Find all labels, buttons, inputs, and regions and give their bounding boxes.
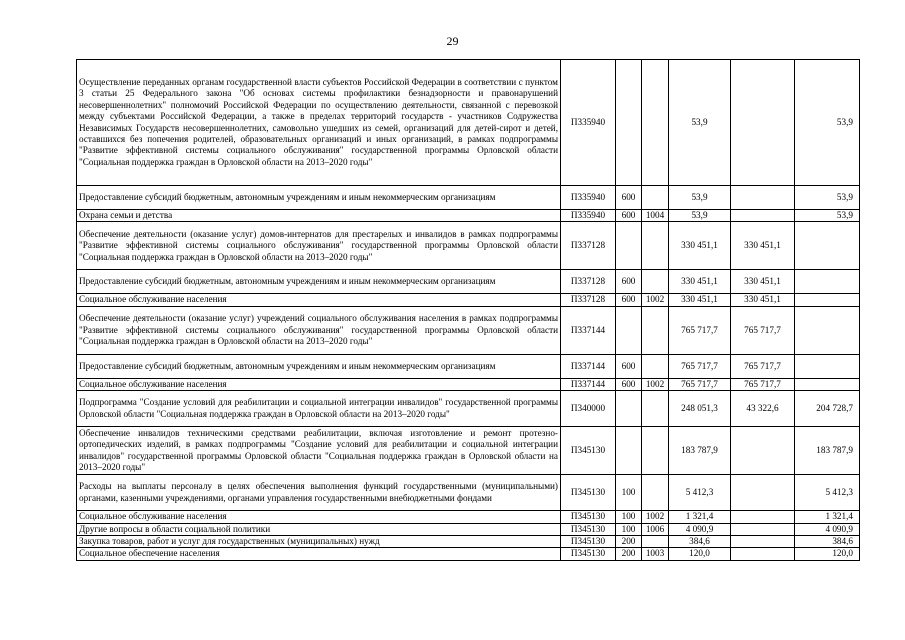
row-amount-1: 765 717,7 (731, 378, 795, 390)
row-name: Предоставление субсидий бюджетным, автономным учреждениям и иным некоммерческим организациям (77, 186, 561, 210)
table-row (77, 60, 860, 186)
row-total: 330 451,1 (669, 294, 731, 306)
row-name: Другие вопросы в области социальной политики (77, 523, 561, 535)
row-target-code: П335940 (561, 60, 616, 186)
row-section (642, 427, 669, 475)
row-total: 53,9 (669, 210, 731, 222)
row-target-code: П345130 (561, 427, 616, 475)
row-amount-1: 765 717,7 (731, 354, 795, 378)
table-row (77, 391, 860, 427)
row-expense-type (616, 60, 642, 186)
row-section (642, 60, 669, 186)
row-amount-2: 5 412,3 (795, 475, 860, 511)
row-name: Социальное обслуживание населения (77, 294, 561, 306)
table-row (77, 306, 860, 354)
row-expense-type: 600 (616, 186, 642, 210)
row-amount-2: 204 728,7 (795, 391, 860, 427)
table-row (77, 378, 860, 390)
row-amount-2 (795, 306, 860, 354)
row-amount-2: 4 090,9 (795, 523, 860, 535)
table-row (77, 294, 860, 306)
table-row (77, 523, 860, 535)
row-total: 53,9 (669, 60, 731, 186)
row-section (642, 536, 669, 548)
row-total: 5 412,3 (669, 475, 731, 511)
row-amount-2: 53,9 (795, 210, 860, 222)
row-name: Подпрограмма "Создание условий для реабилитации и социальной интеграции инвалидов" государственной программы Орловской области "Социальная поддержка граждан в Орловской области на 2013–2020 годы" (77, 391, 561, 427)
row-expense-type: 200 (616, 536, 642, 548)
row-target-code: П337128 (561, 222, 616, 270)
row-amount-1 (731, 60, 795, 186)
row-expense-type (616, 391, 642, 427)
row-name: Обеспечение деятельности (оказание услуг) учреждений социального обслуживания населения в рамках подпрограммы "Развитие эффективной системы социального обслуживания" государственной программы Орловской области "Социальная поддержка граждан в Орловской области на 2013–2020 годы" (77, 306, 561, 354)
row-total: 330 451,1 (669, 270, 731, 294)
row-section (642, 475, 669, 511)
table-row (77, 354, 860, 378)
row-target-code: П345130 (561, 548, 616, 560)
row-total: 765 717,7 (669, 354, 731, 378)
row-expense-type: 200 (616, 548, 642, 560)
row-amount-1 (731, 548, 795, 560)
row-target-code: П345130 (561, 523, 616, 535)
row-name: Социальное обслуживание населения (77, 378, 561, 390)
row-target-code: П340000 (561, 391, 616, 427)
row-expense-type (616, 306, 642, 354)
row-section (642, 354, 669, 378)
row-target-code: П337144 (561, 354, 616, 378)
row-section (642, 306, 669, 354)
row-name: Расходы на выплаты персоналу в целях обеспечения выполнения функций государственными (муниципальными) органами, казенными учреждениями, органами управления государственными внебюджетными фондами (77, 475, 561, 511)
row-amount-1: 43 322,6 (731, 391, 795, 427)
page-number: 29 (446, 34, 459, 48)
table-row (77, 186, 860, 210)
row-amount-2: 384,6 (795, 536, 860, 548)
row-section (642, 391, 669, 427)
row-amount-2 (795, 294, 860, 306)
row-section: 1006 (642, 523, 669, 535)
budget-table (76, 59, 860, 561)
row-amount-2 (795, 354, 860, 378)
row-target-code: П335940 (561, 186, 616, 210)
row-amount-1: 330 451,1 (731, 222, 795, 270)
row-name: Осуществление переданных органам государственной власти субъектов Российской Федерации в соответствии с пунктом 3 статьи 25 Федерального закона "Об основах системы профилактики безнадзорности и правонарушений несовершеннолетних" полномочий Российской Федерации по осуществлению деятельности, связанной с перевозкой между субъектами Российской Федерации, а также в пределах территорий государств - участников Содружества Независимых Государств несовершеннолетних, самовольно ушедших из семей, организаций для детей-сирот и детей, оставшихся без попечения родителей, образовательных организаций и иных организаций, в рамках подпрограммы "Развитие эффективной системы социального обслуживания" государственной программы Орловской области "Социальная поддержка граждан в Орловской области на 2013–2020 годы" (77, 60, 561, 186)
row-total: 765 717,7 (669, 306, 731, 354)
row-name: Предоставление субсидий бюджетным, автономным учреждениям и иным некоммерческим организациям (77, 354, 561, 378)
row-section: 1004 (642, 210, 669, 222)
row-expense-type: 100 (616, 523, 642, 535)
row-section: 1003 (642, 548, 669, 560)
row-expense-type: 600 (616, 378, 642, 390)
row-target-code: П345130 (561, 536, 616, 548)
row-name: Охрана семьи и детства (77, 210, 561, 222)
row-name: Закупка товаров, работ и услуг для государственных (муниципальных) нужд (77, 536, 561, 548)
row-section: 1002 (642, 378, 669, 390)
table-row (77, 270, 860, 294)
row-amount-2: 53,9 (795, 186, 860, 210)
row-total: 330 451,1 (669, 222, 731, 270)
row-expense-type: 600 (616, 270, 642, 294)
row-amount-2: 183 787,9 (795, 427, 860, 475)
row-amount-2: 53,9 (795, 60, 860, 186)
row-expense-type: 100 (616, 475, 642, 511)
row-expense-type: 100 (616, 511, 642, 523)
row-name: Социальное обслуживание населения (77, 511, 561, 523)
row-name: Обеспечение деятельности (оказание услуг) домов-интернатов для престарелых и инвалидов в рамках подпрограммы "Развитие эффективной системы социального обслуживания" государственной программы Орловской области "Социальная поддержка граждан в Орловской области на 2013–2020 годы" (77, 222, 561, 270)
row-expense-type (616, 222, 642, 270)
row-section (642, 270, 669, 294)
row-name: Предоставление субсидий бюджетным, автономным учреждениям и иным некоммерческим организациям (77, 270, 561, 294)
table-row (77, 210, 860, 222)
table-row (77, 222, 860, 270)
row-amount-2 (795, 222, 860, 270)
row-amount-1 (731, 475, 795, 511)
row-amount-1 (731, 511, 795, 523)
row-amount-1: 765 717,7 (731, 306, 795, 354)
row-total: 183 787,9 (669, 427, 731, 475)
row-target-code: П337144 (561, 378, 616, 390)
row-expense-type: 600 (616, 210, 642, 222)
row-amount-1 (731, 427, 795, 475)
row-section (642, 186, 669, 210)
row-section: 1002 (642, 511, 669, 523)
row-total: 4 090,9 (669, 523, 731, 535)
row-total: 1 321,4 (669, 511, 731, 523)
table-row (77, 427, 860, 475)
row-amount-1: 330 451,1 (731, 270, 795, 294)
row-target-code: П335940 (561, 210, 616, 222)
row-expense-type: 600 (616, 354, 642, 378)
row-target-code: П337128 (561, 270, 616, 294)
row-amount-1 (731, 210, 795, 222)
table-row (77, 475, 860, 511)
row-name: Социальное обеспечение населения (77, 548, 561, 560)
row-expense-type: 600 (616, 294, 642, 306)
row-total: 384,6 (669, 536, 731, 548)
row-target-code: П337144 (561, 306, 616, 354)
row-name: Обеспечение инвалидов техническими средствами реабилитации, включая изготовление и ремонт протезно-ортопедических изделий, в рамках подпрограммы "Создание условий для реабилитации и социальной интеграции инвалидов" государственной программы Орловской области "Социальная поддержка граждан в Орловской области на 2013–2020 годы" (77, 427, 561, 475)
row-total: 53,9 (669, 186, 731, 210)
row-target-code: П345130 (561, 511, 616, 523)
row-amount-2: 1 321,4 (795, 511, 860, 523)
row-total: 248 051,3 (669, 391, 731, 427)
row-section: 1002 (642, 294, 669, 306)
table-row (77, 511, 860, 523)
row-amount-1 (731, 536, 795, 548)
row-total: 120,0 (669, 548, 731, 560)
row-amount-1 (731, 523, 795, 535)
row-target-code: П345130 (561, 475, 616, 511)
row-amount-1: 330 451,1 (731, 294, 795, 306)
table-row (77, 536, 860, 548)
row-amount-2 (795, 378, 860, 390)
table-row (77, 548, 860, 560)
row-amount-2: 120,0 (795, 548, 860, 560)
row-total: 765 717,7 (669, 378, 731, 390)
row-amount-1 (731, 186, 795, 210)
row-target-code: П337128 (561, 294, 616, 306)
row-section (642, 222, 669, 270)
row-expense-type (616, 427, 642, 475)
row-amount-2 (795, 270, 860, 294)
